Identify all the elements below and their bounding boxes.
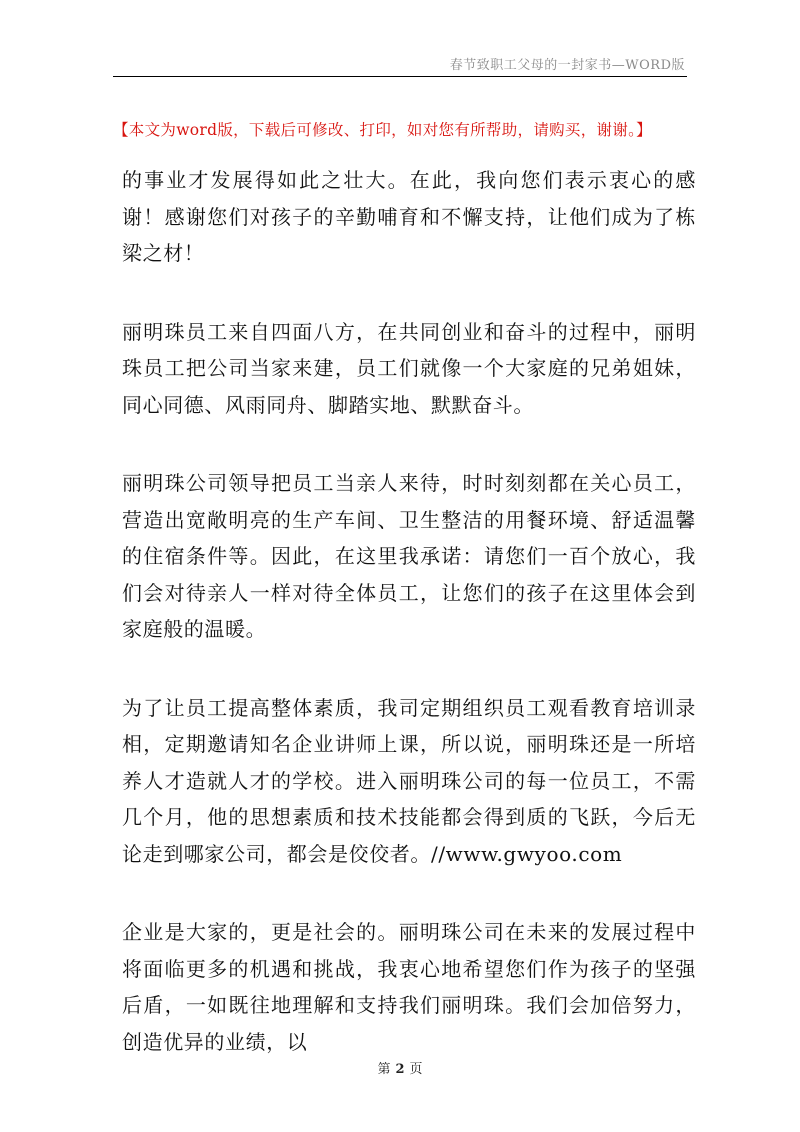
page-label-prefix: 第 bbox=[377, 1062, 391, 1077]
page-label-suffix: 页 bbox=[409, 1062, 423, 1077]
paragraph-4: 为了让员工提高整体素质，我司定期组织员工观看教育培训录相，定期邀请知名企业讲师上课，所以说，丽明珠还是一所培养人才造就人才的学校。进入丽明珠公司的每一位员工，不需几个月，他的思想素质和技术技能都会得到质的飞跃，今后无论走到哪家公司，都会是佼佼者。//www.gwyoo.com bbox=[122, 695, 696, 866]
page-header bbox=[113, 50, 687, 77]
paragraph-2: 丽明珠员工来自四面八方，在共同创业和奋斗的过程中，丽明珠员工把公司当家来建，员工们就像一个大家庭的兄弟姐妹，同心同德、风雨同舟、脚踏实地、默默奋斗。 bbox=[122, 319, 696, 417]
purchase-notice: 【本文为word版，下载后可修改、打印，如对您有所帮助，请购买，谢谢。】 bbox=[113, 121, 652, 139]
paragraph-1: 的事业才发展得如此之壮大。在此，我向您们表示衷心的感谢！感谢您们对孩子的辛勤哺育和不懈支持，让他们成为了栋梁之材！ bbox=[122, 168, 696, 265]
page-footer bbox=[0, 1058, 800, 1077]
page-number: 2 bbox=[395, 1062, 405, 1077]
document-title: 春节致职工父母的一封家书—WORD版 bbox=[449, 58, 685, 73]
document-body bbox=[122, 162, 696, 1102]
paragraph-5: 企业是大家的，更是社会的。丽明珠公司在未来的发展过程中将面临更多的机遇和挑战，我衷心地希望您们作为孩子的坚强后盾，一如既往地理解和支持我们丽明珠。我们会加倍努力，创造优异的业绩，以 bbox=[122, 920, 696, 1054]
paragraph-3: 丽明珠公司领导把员工当亲人来待，时时刻刻都在关心员工，营造出宽敞明亮的生产车间、卫生整洁的用餐环境、舒适温馨的住宿条件等。因此，在这里我承诺：请您们一百个放心，我们会对待亲人一样对待全体员工，让您们的孩子在这里体会到家庭般的温暖。 bbox=[122, 471, 696, 641]
